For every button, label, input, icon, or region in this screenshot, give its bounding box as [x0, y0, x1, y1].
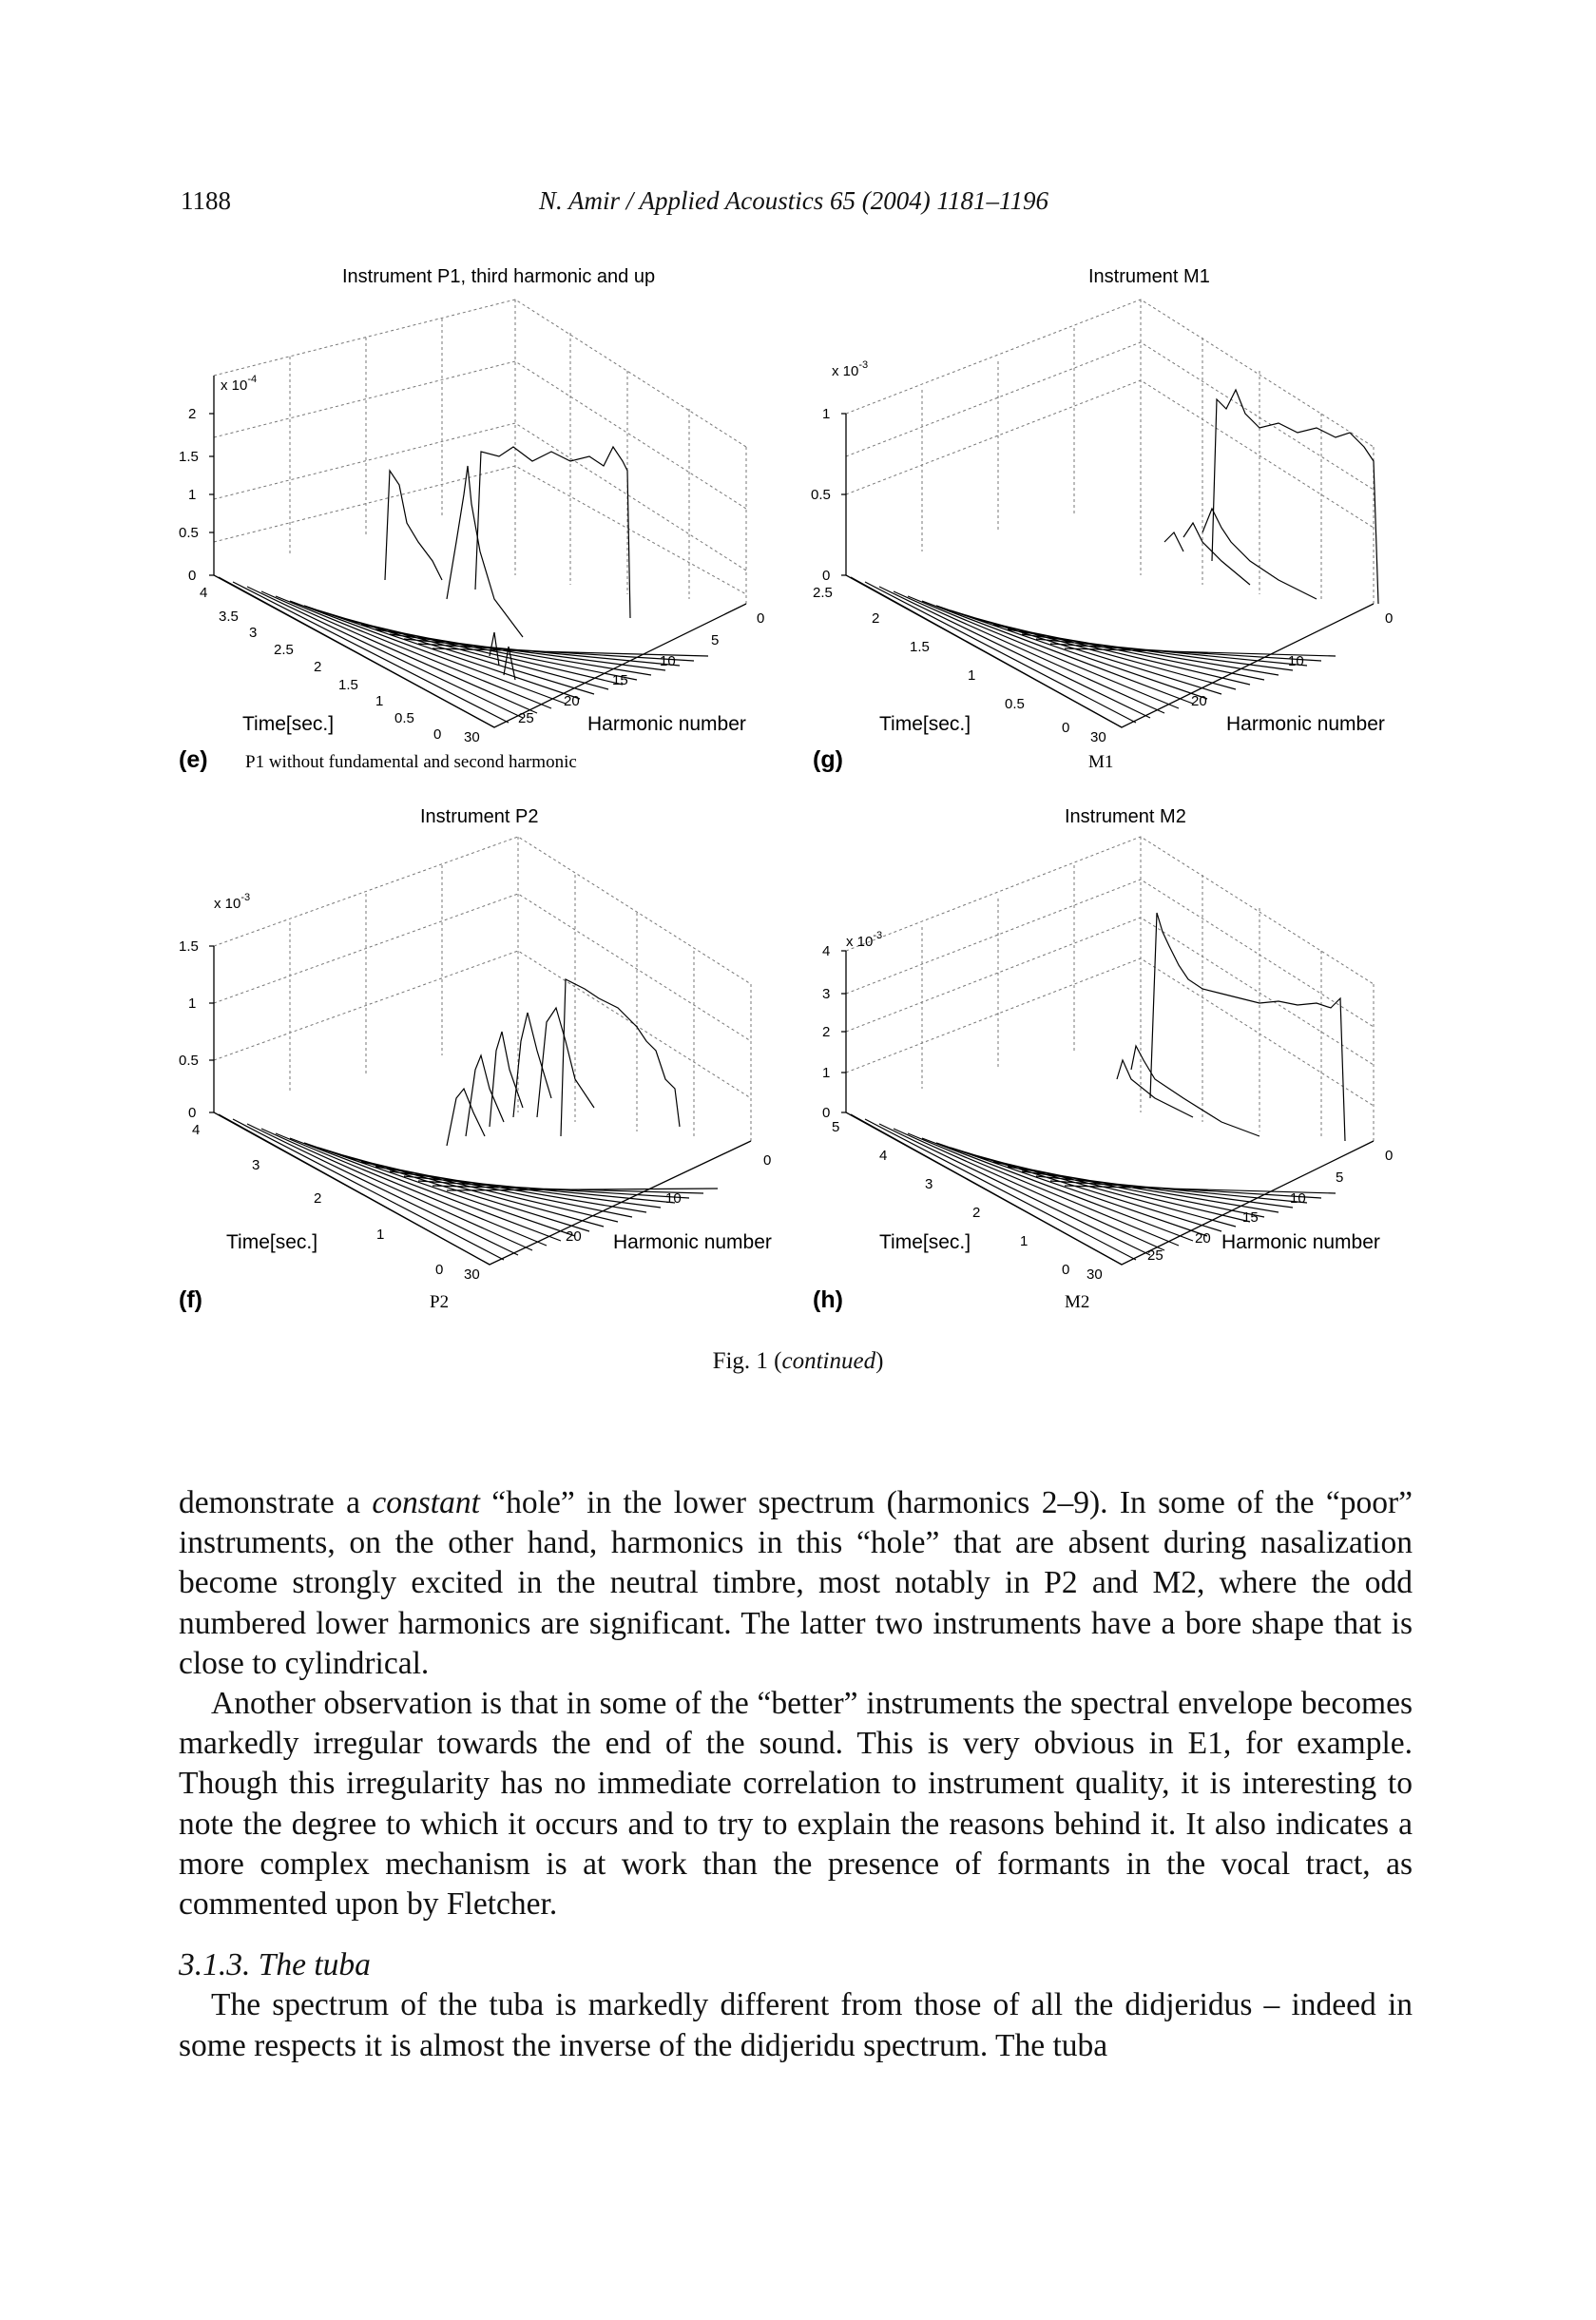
svg-text:5: 5	[832, 1119, 840, 1135]
svg-text:3.5: 3.5	[219, 609, 239, 625]
svg-text:1: 1	[822, 1065, 831, 1081]
plot-grid	[214, 300, 746, 604]
svg-text:1: 1	[376, 1227, 385, 1243]
svg-text:0: 0	[188, 568, 197, 584]
svg-text:20: 20	[566, 1228, 582, 1245]
axes	[841, 414, 1374, 727]
svg-text:0.5: 0.5	[394, 710, 414, 726]
svg-text:20: 20	[1195, 1230, 1211, 1247]
svg-text:0.5: 0.5	[179, 525, 199, 541]
svg-text:10: 10	[665, 1190, 682, 1207]
svg-text:2: 2	[188, 406, 197, 422]
svg-text:0: 0	[435, 1262, 444, 1278]
svg-text:1.5: 1.5	[179, 938, 199, 955]
svg-text:0: 0	[757, 610, 765, 627]
svg-text:2.5: 2.5	[274, 642, 294, 658]
waterfall-plot-e	[162, 257, 808, 789]
svg-text:3: 3	[249, 625, 258, 641]
svg-text:1: 1	[1020, 1233, 1029, 1249]
svg-text:0: 0	[1385, 1148, 1394, 1164]
svg-text:0: 0	[763, 1152, 772, 1169]
axes	[841, 951, 1374, 1265]
svg-text:0: 0	[1062, 1262, 1070, 1278]
svg-text:2: 2	[972, 1205, 981, 1221]
panel-title: Instrument M2	[1065, 806, 1186, 827]
time-tick-labels	[192, 1122, 443, 1278]
svg-text:2.5: 2.5	[813, 585, 833, 601]
svg-text:4: 4	[822, 943, 831, 959]
time-axis-label: Time[sec.]	[242, 713, 335, 735]
spectral-traces	[851, 390, 1378, 727]
subfigure-f	[162, 794, 808, 1331]
svg-text:10: 10	[1288, 653, 1304, 669]
time-axis-label: Time[sec.]	[879, 1231, 971, 1253]
svg-text:20: 20	[564, 693, 580, 709]
section-heading: 3.1.3. The tuba	[179, 1947, 371, 1983]
journal-reference: N. Amir / Applied Acoustics 65 (2004) 1181–1196	[539, 186, 1048, 215]
subfigure-caption: P2	[430, 1292, 450, 1312]
svg-text:3: 3	[925, 1176, 933, 1192]
svg-text:30: 30	[464, 729, 480, 745]
svg-text:4: 4	[192, 1122, 201, 1138]
svg-text:1: 1	[968, 667, 976, 684]
spectral-traces	[219, 979, 718, 1265]
svg-text:2: 2	[872, 610, 880, 627]
subfigure-letter: (f)	[179, 1286, 202, 1313]
svg-text:10: 10	[1290, 1190, 1306, 1207]
paragraph: demonstrate a constant “hole” in the lower spectrum (harmonics 2–9). In some of the “poor” instruments, on the other hand, harmonics in this “hole” that are absent during nasalization become strongly excited in the neutral timbre, most notably in P2 and M2, where the odd numbered lower harmonics are significant. The latter two instruments have a bore shape that is close to cylindrical.	[179, 1485, 1413, 1681]
spectral-traces	[851, 913, 1345, 1265]
waterfall-plot-h	[803, 794, 1431, 1326]
svg-text:0: 0	[1062, 720, 1070, 736]
paragraph: Another observation is that in some of the “better” instruments the spectral envelope becomes markedly irregular towards the end of the sound. This is very obvious in E1, for example. Though this irregularity has no immediate correlation to instrument quality, it is interesting to note the degree to which it occurs and to try to explain the reasons behind it. It also indicates a more complex mechanism is at work than the presence of formants in the vocal tract, as commented upon by Fletcher.	[179, 1686, 1413, 1923]
scale-factor: x $10^{-3}$	[846, 930, 883, 950]
svg-text:1.5: 1.5	[338, 677, 358, 693]
plot-grid	[214, 837, 751, 1141]
plot-grid	[846, 300, 1374, 604]
svg-text:3: 3	[252, 1157, 260, 1173]
svg-text:5: 5	[711, 632, 720, 648]
subfigure-caption: P1 without fundamental and second harmonic	[245, 752, 577, 772]
plot-grid	[846, 837, 1374, 1141]
z-tick-labels	[822, 943, 830, 1121]
svg-text:0.5: 0.5	[811, 487, 831, 503]
z-tick-labels	[179, 406, 199, 584]
svg-text:1.5: 1.5	[910, 639, 930, 655]
harmonic-axis-label: Harmonic number	[1226, 713, 1385, 735]
svg-text:1.5: 1.5	[179, 449, 199, 465]
spectral-traces	[219, 447, 708, 727]
subfigure-caption: M1	[1088, 752, 1114, 772]
svg-text:1: 1	[188, 996, 197, 1012]
svg-text:4: 4	[200, 585, 208, 601]
subfigure-g	[803, 257, 1431, 794]
svg-text:1: 1	[188, 487, 197, 503]
subfigure-letter: (e)	[179, 746, 208, 773]
harmonic-axis-label: Harmonic number	[587, 713, 746, 735]
svg-text:30: 30	[464, 1266, 480, 1283]
scale-factor: x $10^{-3}$	[832, 359, 869, 379]
svg-text:30: 30	[1090, 729, 1106, 745]
svg-text:15: 15	[1242, 1209, 1259, 1226]
svg-text:1: 1	[375, 693, 384, 709]
svg-text:0.5: 0.5	[1005, 696, 1025, 712]
svg-text:20: 20	[1191, 693, 1207, 709]
svg-text:0: 0	[822, 1105, 831, 1121]
panel-title: Instrument M1	[1088, 266, 1210, 287]
svg-text:0: 0	[433, 726, 442, 743]
subfigure-letter: (h)	[813, 1286, 843, 1313]
z-tick-labels	[811, 406, 831, 584]
time-axis-label: Time[sec.]	[879, 713, 971, 735]
subfigure-h	[803, 794, 1431, 1331]
svg-text:0: 0	[188, 1105, 197, 1121]
svg-text:2: 2	[314, 659, 322, 675]
svg-text:10: 10	[660, 653, 676, 669]
subfigure-letter: (g)	[813, 746, 843, 773]
body-text	[179, 1483, 1413, 2066]
svg-text:25: 25	[1147, 1247, 1163, 1264]
panel-title: Instrument P2	[420, 806, 539, 827]
svg-text:0.5: 0.5	[179, 1053, 199, 1069]
svg-text:0: 0	[822, 568, 831, 584]
axes	[209, 946, 751, 1265]
svg-text:1: 1	[822, 406, 831, 422]
scale-factor: x $10^{-3}$	[214, 892, 251, 912]
page-number: 1188	[181, 186, 231, 215]
harmonic-axis-label: Harmonic number	[1221, 1231, 1380, 1253]
time-axis-label: Time[sec.]	[226, 1231, 318, 1253]
running-head	[181, 186, 1416, 224]
svg-text:25: 25	[518, 710, 534, 726]
subfigure-caption: M2	[1065, 1292, 1090, 1312]
waterfall-plot-g	[803, 257, 1431, 789]
svg-text:15: 15	[612, 672, 628, 688]
figure-caption: Fig. 1 (continued)	[712, 1348, 884, 1374]
svg-text:5: 5	[1336, 1170, 1344, 1186]
subfigure-e	[162, 257, 808, 794]
svg-text:0: 0	[1385, 610, 1394, 627]
harmonic-axis-label: Harmonic number	[613, 1231, 772, 1253]
svg-text:2: 2	[822, 1024, 831, 1040]
panel-title: Instrument P1, third harmonic and up	[342, 266, 656, 287]
svg-text:30: 30	[1086, 1266, 1103, 1283]
paragraph: The spectrum of the tuba is markedly different from those of all the didjeridus – indeed in some respects it is almost the inverse of the didjeridu spectrum. The tuba	[179, 1987, 1413, 2063]
harmonic-tick-labels	[464, 1152, 771, 1283]
svg-text:4: 4	[879, 1148, 888, 1164]
svg-text:3: 3	[822, 986, 831, 1002]
waterfall-plot-f	[162, 794, 808, 1326]
scale-factor: x $10^{-4}$	[221, 374, 258, 394]
harmonic-tick-labels	[1086, 1148, 1393, 1283]
svg-text:2: 2	[314, 1190, 322, 1207]
z-tick-labels	[179, 938, 199, 1121]
